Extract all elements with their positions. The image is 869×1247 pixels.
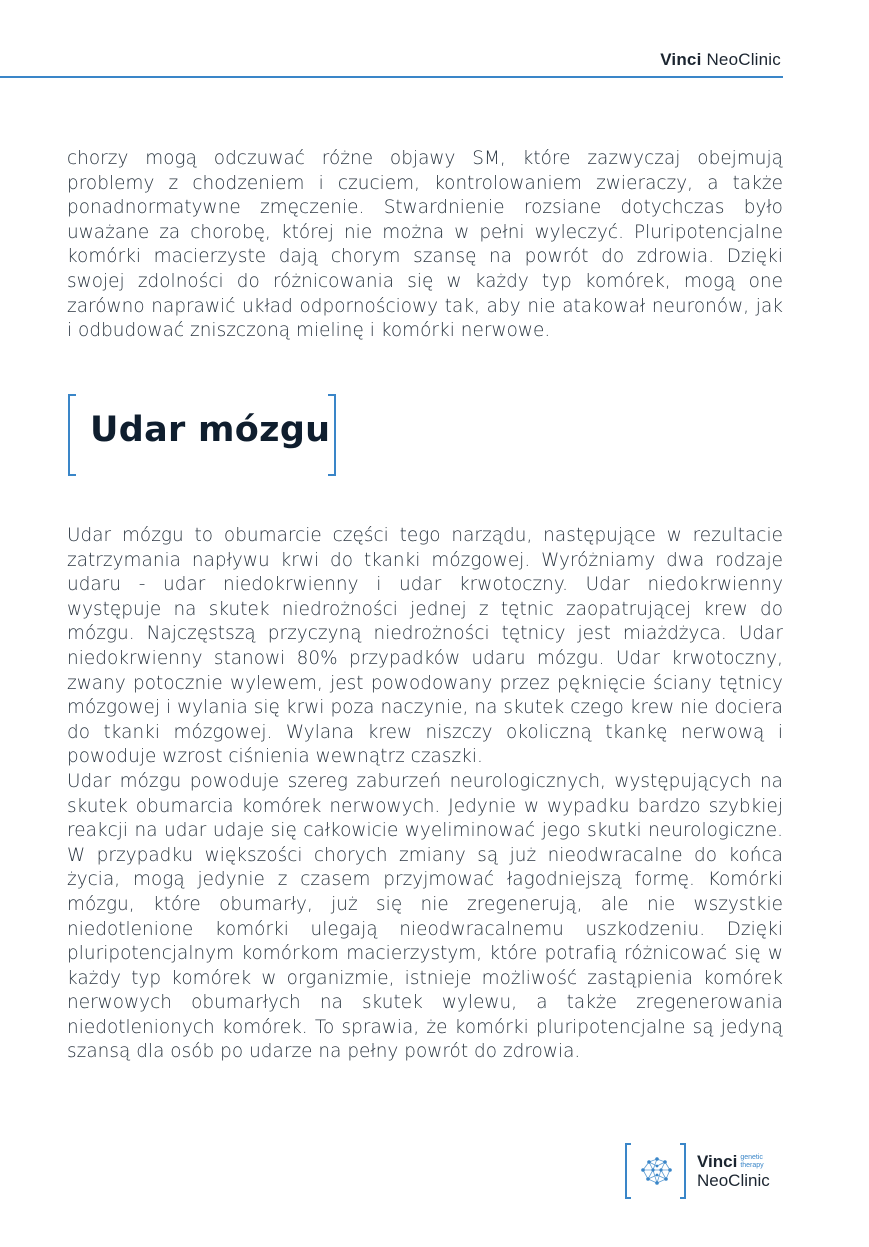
header-brand-vinci: Vinci — [660, 50, 702, 69]
logo-tagline — [740, 1154, 763, 1170]
intro-paragraph: chorzy mogą odczuwać różne objawy SM, które zazwyczaj obejmują problemy z chodzeniem i czuciem, kontrolowaniem zwieraczy, a także ponadnormatywne zmęczenie. Stwardnienie rozsiane dotychczas było uważane za chorobę, której nie można w pełni wyleczyć. Pluripotencjalne komórki macierzyste dają chorym szansę na powrót do zdrowia. Dzięki swojej zdolności do różnicowania się w każdy typ komórek, mogą one zarówno naprawić układ odpornościowy tak, aby nie atakował neuronów, jak i odbudować zniszczoną mielinę i komórki nerwowe. — [67, 148, 783, 342]
logo-bracket-right — [680, 1143, 686, 1199]
heading-bracket-right — [328, 394, 336, 476]
section-body — [67, 524, 783, 1065]
logo-bracket-left — [625, 1143, 631, 1199]
brain-network-icon — [635, 1150, 677, 1192]
header-brand-neoclinic: NeoClinic — [701, 50, 781, 69]
section-heading-frame — [68, 394, 336, 476]
header-brand — [660, 50, 781, 70]
footer-logo — [625, 1143, 785, 1199]
logo-tagline-1: genetic — [740, 1154, 763, 1161]
logo-vinci: Vinci — [697, 1152, 738, 1171]
header-divider — [0, 76, 783, 78]
logo-tagline-2: therapy — [740, 1162, 764, 1169]
logo-wordmark — [697, 1152, 770, 1191]
logo-neoclinic: NeoClinic — [697, 1171, 770, 1190]
section-paragraph-1: Udar mózgu to obumarcie części tego narządu, następujące w rezultacie zatrzymania napływu krwi do tkanki mózgowej. Wyróżniamy dwa rodzaje udaru - udar niedokrwienny i udar krwotoczny. Udar niedokrwienny występuje na skutek niedrożności jednej z tętnic zaopatrującej krew do mózgu. Najczęstszą przyczyną niedrożności tętnicy jest miażdżyca. Udar niedokrwienny stanowi 80% przypadków udaru mózgu. Udar krwotoczny, zwany potocznie wylewem, jest powodowany przez pęknięcie ściany tętnicy mózgowej i wylania się krwi poza naczynie, na skutek czego krew nie dociera do tkanki mózgowej. Wylana krew niszczy okoliczną tkankę nerwową i powoduje wzrost ciśnienia wewnątrz czaszki. — [67, 525, 783, 768]
section-paragraph-2: Udar mózgu powoduje szereg zaburzeń neurologicznych, występujących na skutek obumarcia komórek nerwowych. Jedynie w wypadku bardzo szybkiej reakcji na udar udaje się całkowicie wyeliminować jego skutki neurologiczne. W przypadku większości chorych zmiany są już nieodwracalne do końca życia, mogą jedynie z czasem przyjmować łagodniejszą formę. Komórki mózgu, które obumarły, już się nie zregenerują, ale nie wszystkie niedotlenione komórki ulegają nieodwracalnemu uszkodzeniu. Dzięki pluripotencjalnym komórkom macierzystym, które potrafią różnicować się w każdy typ komórek w organizmie, istnieje możliwość zastąpienia komórek nerwowych obumarłych na skutek wylewu, a także zregenerowania niedotlenionych komórek. To sprawia, że komórki pluripotencjalne są jedyną szansą dla osób po udarze na pełny powrót do zdrowia. — [67, 770, 783, 1063]
section-heading: Udar mózgu — [90, 410, 331, 450]
intro-paragraph-block — [67, 147, 783, 344]
heading-bracket-left — [68, 394, 76, 476]
